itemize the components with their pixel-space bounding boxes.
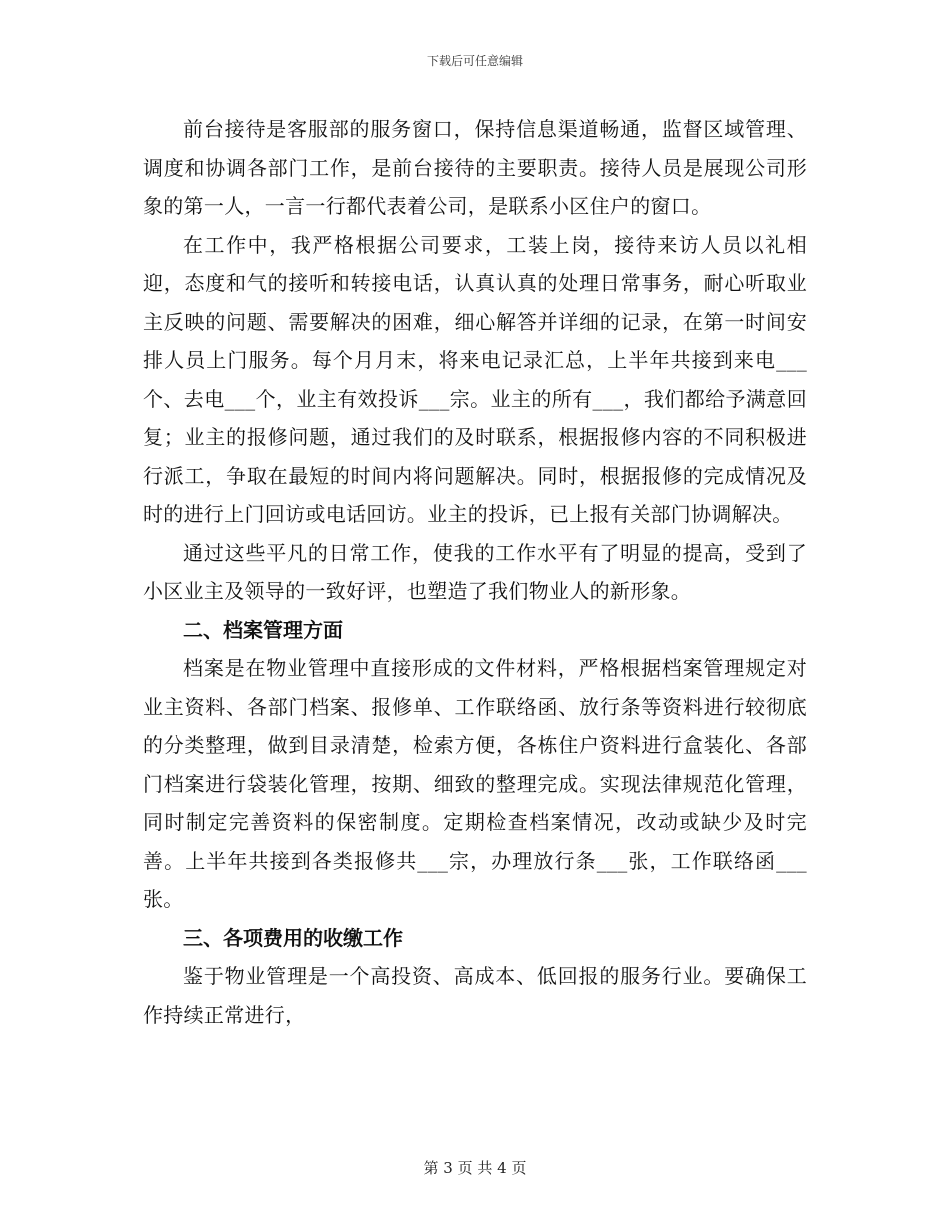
- paragraph-front-desk-intro: 前台接待是客服部的服务窗口，保持信息渠道畅通，监督区域管理、调度和协调各部门工作，是前台接待的主要职责。接待人员是展现公司形象的第一人，一言一行都代表着公司，是联系小区住户的窗口。: [143, 117, 807, 218]
- paragraph-fees: 鉴于物业管理是一个高投资、高成本、低回报的服务行业。要确保工作持续正常进行，: [143, 964, 807, 1027]
- paragraph-front-desk-work: 在工作中，我严格根据公司要求，工装上岗，接待来访人员以礼相迎，态度和气的接听和转接电话，认真认真的处理日常事务，耐心听取业主反映的问题、需要解决的困难，细心解答并详细的记录，在第一时间安排人员上门服务。每个月月末，将来电记录汇总，上半年共接到来电___个、去电___个，业主有效投诉___宗。业主的所有___，我们都给予满意回复；业主的报修问题，通过我们的及时联系，根据报修内容的不同积极进行派工，争取在最短的时间内将问题解决。同时，根据报修的完成情况及时的进行上门回访或电话回访。业主的投诉，已上报有关部门协调解决。: [143, 232, 807, 526]
- paragraph-archives: 档案是在物业管理中直接形成的文件材料，严格根据档案管理规定对业主资料、各部门档案、报修单、工作联络函、放行条等资料进行较彻底的分类整理，做到目录清楚，检索方便，各栋住户资料进行盒装化、各部门档案进行袋装化管理，按期、细致的整理完成。实现法律规范化管理，同时制定完善资料的保密制度。定期检查档案情况，改动或缺少及时完善。上半年共接到各类报修共___宗，办理放行条___张，工作联络函___张。: [143, 656, 807, 911]
- document-body: [143, 110, 807, 1034]
- page-header: 下载后可任意编辑: [426, 54, 523, 68]
- paragraph-front-desk-summary: 通过这些平凡的日常工作，使我的工作水平有了明显的提高，受到了小区业主及领导的一致好评，也塑造了我们物业人的新形象。: [143, 540, 807, 603]
- section-heading-fees: 三、各项费用的收缴工作: [183, 925, 403, 950]
- page-number: 第 3 页 共 4 页: [423, 1159, 527, 1177]
- section-heading-archives: 二、档案管理方面: [183, 617, 343, 642]
